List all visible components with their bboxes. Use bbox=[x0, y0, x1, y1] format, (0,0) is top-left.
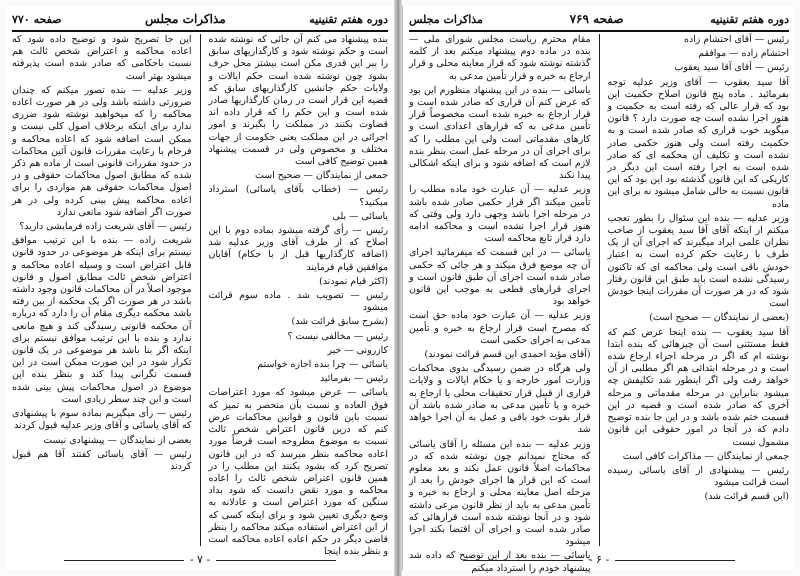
column-divider bbox=[200, 34, 201, 546]
footer-rule bbox=[463, 560, 583, 561]
paragraph: یاسائی — در این قسمت که میفرمائید اجرای آن چه موضع فرق میکند و هر جائی که حکمی صادر شده است اجرای آن طبق قانون است و اجرای قرارهای قطعی به موجب این قانون خواهد بود bbox=[409, 247, 591, 308]
paragraph: رئیس — آقای آقا سید یعقوب bbox=[674, 62, 789, 74]
paragraph: وزیر عدلیه — بنده این مسئله را آقای یاسائی که محتاج نمیدانم چون نوشته شده که در محاکمات اصلاً قانون عمل بکند و بعد معلوم است که این قرار ها اجرای خودش را بعد از مرحله اصل معاینه محلی و ارجاع به خبره و تأمین مدعی به باید از نظر قانون مرعی داشته شود و در آنجا نوشته شده است قرارهائی که صادر شده است و اجرای آن اقتضا بکند اجرا میشود bbox=[409, 438, 591, 548]
paragraph: یاسائی — بنده بعد از این توضیح که داده شد پیشنهاد خودم را استرداد میکنم bbox=[409, 550, 591, 574]
left-page-columns bbox=[12, 34, 388, 558]
left-page-folio: - ۷ - bbox=[189, 553, 211, 566]
right-page-column-right bbox=[608, 34, 790, 546]
right-page-column-left bbox=[409, 34, 591, 574]
paragraph: یاسائی — بلی bbox=[332, 210, 388, 222]
book-gutter bbox=[394, 0, 402, 576]
left-header-title: مذاکرات مجلس bbox=[145, 12, 226, 26]
paragraph: احتشام زاده — موافقم bbox=[698, 48, 789, 60]
paragraph: وزیر عدلیه — بنده این سئوال را بطور تعجب میکنم از اینکه آقای آقا سید یعقوب از صاحب نظران علمی ایراد میگیرند که اجرای آن از یک طرف با رعایت حکم کرده است به اعتبار خودش باقی است ولی محاکمه ای که تاکنون رسیدگی نشده است باید طبق این قانون رفتار شود که در هر صورت آن مقررات اینجا خودش است bbox=[607, 212, 789, 310]
paragraph: این جا تصریح شود و توضیح داده شود که اعاده محاکمه و اعتراض شخص ثالث هم نسبت باحکامی که صادر شده است پذیرفته میشود بهتر است bbox=[12, 34, 192, 82]
paragraph: کازرونی — خیر bbox=[327, 344, 388, 356]
paragraph: (بعضی از نمایندگان — صحیح است) bbox=[649, 312, 789, 324]
right-page bbox=[402, 6, 795, 574]
paragraph: آقا سید یعقوب — بنده اینجا عرض کنم که فقط مستثنی است آن چیزهائی که بنده ابتدا نوشته ام که اگر در مرحله اجراء ارجاع شده است و در مرحله ابتدائی هم اگر مطلبی از آن خواهد رفت ولی اگر اینطور شد تکلیفش چه میشود بنابراین در مرحله مقدماتی و مرحله آخری که صادر شده است و قضیه در این قسمت ختم شده باشد و در این جا بنده توضیح دادم که در آنجا در امور حقوقی این قانون مشمول نیست bbox=[607, 326, 789, 448]
paragraph: (اکثر قیام نمودند) bbox=[319, 275, 388, 287]
right-page-footer bbox=[403, 553, 795, 566]
left-header-session: دوره هفتم تقنینیه bbox=[309, 12, 388, 26]
paragraph: وزیر عدلیه — بنده تصور میکنم که چندان ضرورتی داشته باشد ولی در هر صورت اعاده محاکمه را که میخواهید نوشته شود ضرری ندارد برای اینکه برخلاف اصول کلی نیست و ممکن است اضافه شود که اعاده محاکمه و فرجام با رعایت مقررات قانون آئین محاکمات در حدود مقررات قانونی است از ماده هم ذکر شده که مطابق اصول محاکمات حقوقی و در اصول محاکمات حقوقی هم مواردی را برای اعاده محاکمه پیش بینی کرده ولی در هر صورت اگر اضافه شود مانعی ندارد bbox=[12, 84, 192, 218]
paragraph: (آقای مؤید احمدی این قسم قرائت نمودند) bbox=[424, 349, 591, 361]
paragraph: رئیس — آقای احتشام زاده bbox=[684, 34, 789, 45]
paragraph: جمعی از نمایندگان — صحیح است bbox=[255, 170, 388, 182]
left-page-column-right bbox=[208, 34, 389, 558]
right-page-header bbox=[409, 8, 789, 32]
paragraph: رئیس — (خطاب بآقای یاسائی) استرداد میکنید؟ bbox=[208, 184, 388, 208]
footer-rule bbox=[216, 560, 336, 561]
paragraph: رئیس — آقای شریعت زاده فرمایشی دارید؟ bbox=[19, 221, 192, 233]
paragraph: رئیس — بفرمائید bbox=[319, 373, 388, 385]
paragraph: آقا سید یعقوب — آقای وزیر عدلیه توجه بفرمائید . ماده پنج قانون اصلاح حکمیت این بود که قرار عالی که رفته است به حکمیت و هنوز اجرا نشده است چه صورت دارد ؟ قانون میگوید خوب قراری که صادر شده است و به حکمیت رفته است ولی هنوز حکمی صادر نشده است و تکلیف آن محکمه ای که صادر شده است به اجرا رفته است این دیگر در کاریکی که این قانون گذشته بود این بود که این قانون نسبت به حالی شامل میشود نه برای این ماده bbox=[607, 76, 789, 210]
left-page bbox=[6, 6, 395, 570]
right-header-page-number: صفحه ۷۶۹ bbox=[569, 12, 624, 26]
paragraph: بعضی از نمایندگان — پیشنهادی نیست bbox=[43, 434, 192, 446]
paragraph: (این قسم قرائت شد) bbox=[704, 491, 789, 503]
paragraph: ولی هرگاه در ضمن رسیدگی بدوی محاکمات وزارت امور خارجه و یا حکام ایالات و ولایات قراری از قبیل قرار تحقیقات محلی یا ارجاع به خبره و یا تأمین مدعی به صادر شده باشد آن قرار بقوت خود باقی و عمل به آن اجرا خواهد شد bbox=[409, 363, 591, 436]
left-header-page-number: صفحه ۷۷۰ bbox=[12, 12, 62, 26]
paragraph: یاسائی — بنده در این پیشنهاد منظورم این بود که عرض کنم آن قراری که صادر شده است و قرار ارجاع به خبره شده است مخصوصاً قرار تأمین مدعی به که قرارهای اعدادی است و کارهای مقدماتی است ولی این مطلب را که برای اجرای آن در مرحله عمل است بنظر بنده لازم است که اضافه شود و برای اینکه اشکالی پیدا نکند bbox=[409, 84, 591, 182]
right-header-session: دوره هفتم تقنینیه bbox=[710, 12, 789, 26]
footer-rule bbox=[615, 560, 735, 561]
paragraph: رئیس — رأی میگیریم بماده سوم با پیشنهادی که آقای یاسائی و آقای وزیر عدلیه قبول کردند bbox=[12, 408, 192, 432]
right-page-columns bbox=[409, 34, 789, 574]
paragraph: رئیس — تصویب شد . ماده سوم قرائت میشود bbox=[208, 290, 388, 314]
paragraph: رئیس — آقای یاسائی کفتند آقا هم قبول کردند bbox=[12, 448, 192, 472]
left-page-footer bbox=[6, 553, 394, 566]
paragraph: (بشرح سابق قرائت شد) bbox=[291, 316, 388, 328]
right-header-title: مذاکرات مجلس bbox=[409, 12, 483, 26]
footer-rule bbox=[64, 560, 184, 561]
paragraph: یاسائی — عرض میشود که مورد اعتراضات فوق العاده و نسبت بآن منحصر به تمیز که نسبت باین قانون و قوانین محاکمات عرض کنم که درین قانون اعتراض شخص ثالث نسبت به موضوع مطروحه است قرضاً مورد اعاده محاکمه بنظر میرسد که در این قانون تصریح کرد که بشود بکنند این مطلب را در همین قانون اعتراض شخص ثالث را اعاده محاکمه و مورد نقض دانست که شود بداد سنگین که مورد اعتراض است و عادلانه به وضع دیگری تعیین شود و برای اینکه کسی که از این اعتراض استفاده میکند محاکمه را بنظر قاضی دیگر در حکم اعاده اعاده محاکمه است و بنظر بنده اینجا bbox=[208, 387, 388, 558]
paragraph: جمعی از نمایندگان — مذاکرات کافی است bbox=[622, 450, 789, 462]
paragraph: مقام محترم ریاست مجلس شورای ملی — بنده در ماده دوم پیشنهاد میکنم بعد از کلمه گذشته نوشته شود که قرار معاینه محلی و قرار ارجاع به خبره و قرار تأمین مدعی به bbox=[409, 34, 591, 82]
paragraph: یاسائی — چرا بنده اجازه خواستم bbox=[257, 359, 388, 371]
paragraph: رئیس — مخالفی نیست ؟ bbox=[287, 330, 388, 342]
right-page-folio: - ۶ - bbox=[588, 553, 610, 566]
paragraph: وزیر عدلیه — آن عبارت خود ماده مطلب را تأمین میکند اگر قرار حکمی صادر شده باشد در مرحله اجرا باشد وجهی دارد ولی وقتی که هنوز قرار اجرا نشده است و محاکمه ادامه دارد قرار تابع محاکمه است bbox=[409, 184, 591, 245]
left-page-column-left bbox=[12, 34, 192, 546]
paragraph: وزیر عدلیه — آن عبارت خود ماده حق است که مصرح است قرار ارجاع به خبره و تأمین مدعی به اجرای حکمی است bbox=[409, 310, 591, 346]
paragraph: رئیس — پیشنهادی از آقای یاسائی رسیده است قرائت میشود bbox=[607, 464, 789, 489]
left-page-header bbox=[12, 8, 388, 32]
column-divider bbox=[599, 34, 600, 546]
paragraph: رئیس — رأی گرفته میشود بماده دوم با این اصلاح که از طرف آقای وزیر عدلیه شد (اضافه کارگذاریها قبل از با حکام) آقایان موافقین قیام فرمایند bbox=[208, 225, 388, 273]
paragraph: بنده پیشنهاد می کنم آن جائی که نوشته شده است و حکم نوشته شود و کارگذاریهای سابق را ببر این قدری مکن است بیشتر محل حرف بشود چون نوشته شده است حکم ایالات و ولایات حکم جانشین کارگذاریهای سابق که قضیه این قرار است در زمان کارگذاریها صادر شده است و این حکم را که قرار داده اند قضاوت بکنند در مملکت را بگیرند و امور اجرائی در این مملکت یعنی حکومت از جهات مختلف و مخصوص ولی در قسمت پیشنهاد همین توضیح کافی است bbox=[208, 34, 388, 168]
paragraph: شریعت زاده — بنده با این ترتیب موافق نیستم برای اینکه هر موضوعی در حدود قانون قابل اعتراض است و وسیله اعاده محاکمه و اعتراض شخص ثالث مطابق اصول و قانون موجود اصلاً در آن محاکمات قانون وجود داشته باشد در هر صورت اگر یک محکمه از بین رفته باشد محکمه دیگری مقام آن را دارد که درباره آن محکمه قانونی رسیدگی کند و هیچ مانعی ندارد و بنده با این ترتیب موافق نیستم برای اینکه اگر بنا باشد هر موضوعی در یک قانون تکرار شود در این صورت ممکن است در این قسمت نگرانی پیدا کند و بنظر بنده این موضوع در اصول محاکمات پیش بینی شده است و این چند سطر زیادی است bbox=[12, 235, 192, 405]
